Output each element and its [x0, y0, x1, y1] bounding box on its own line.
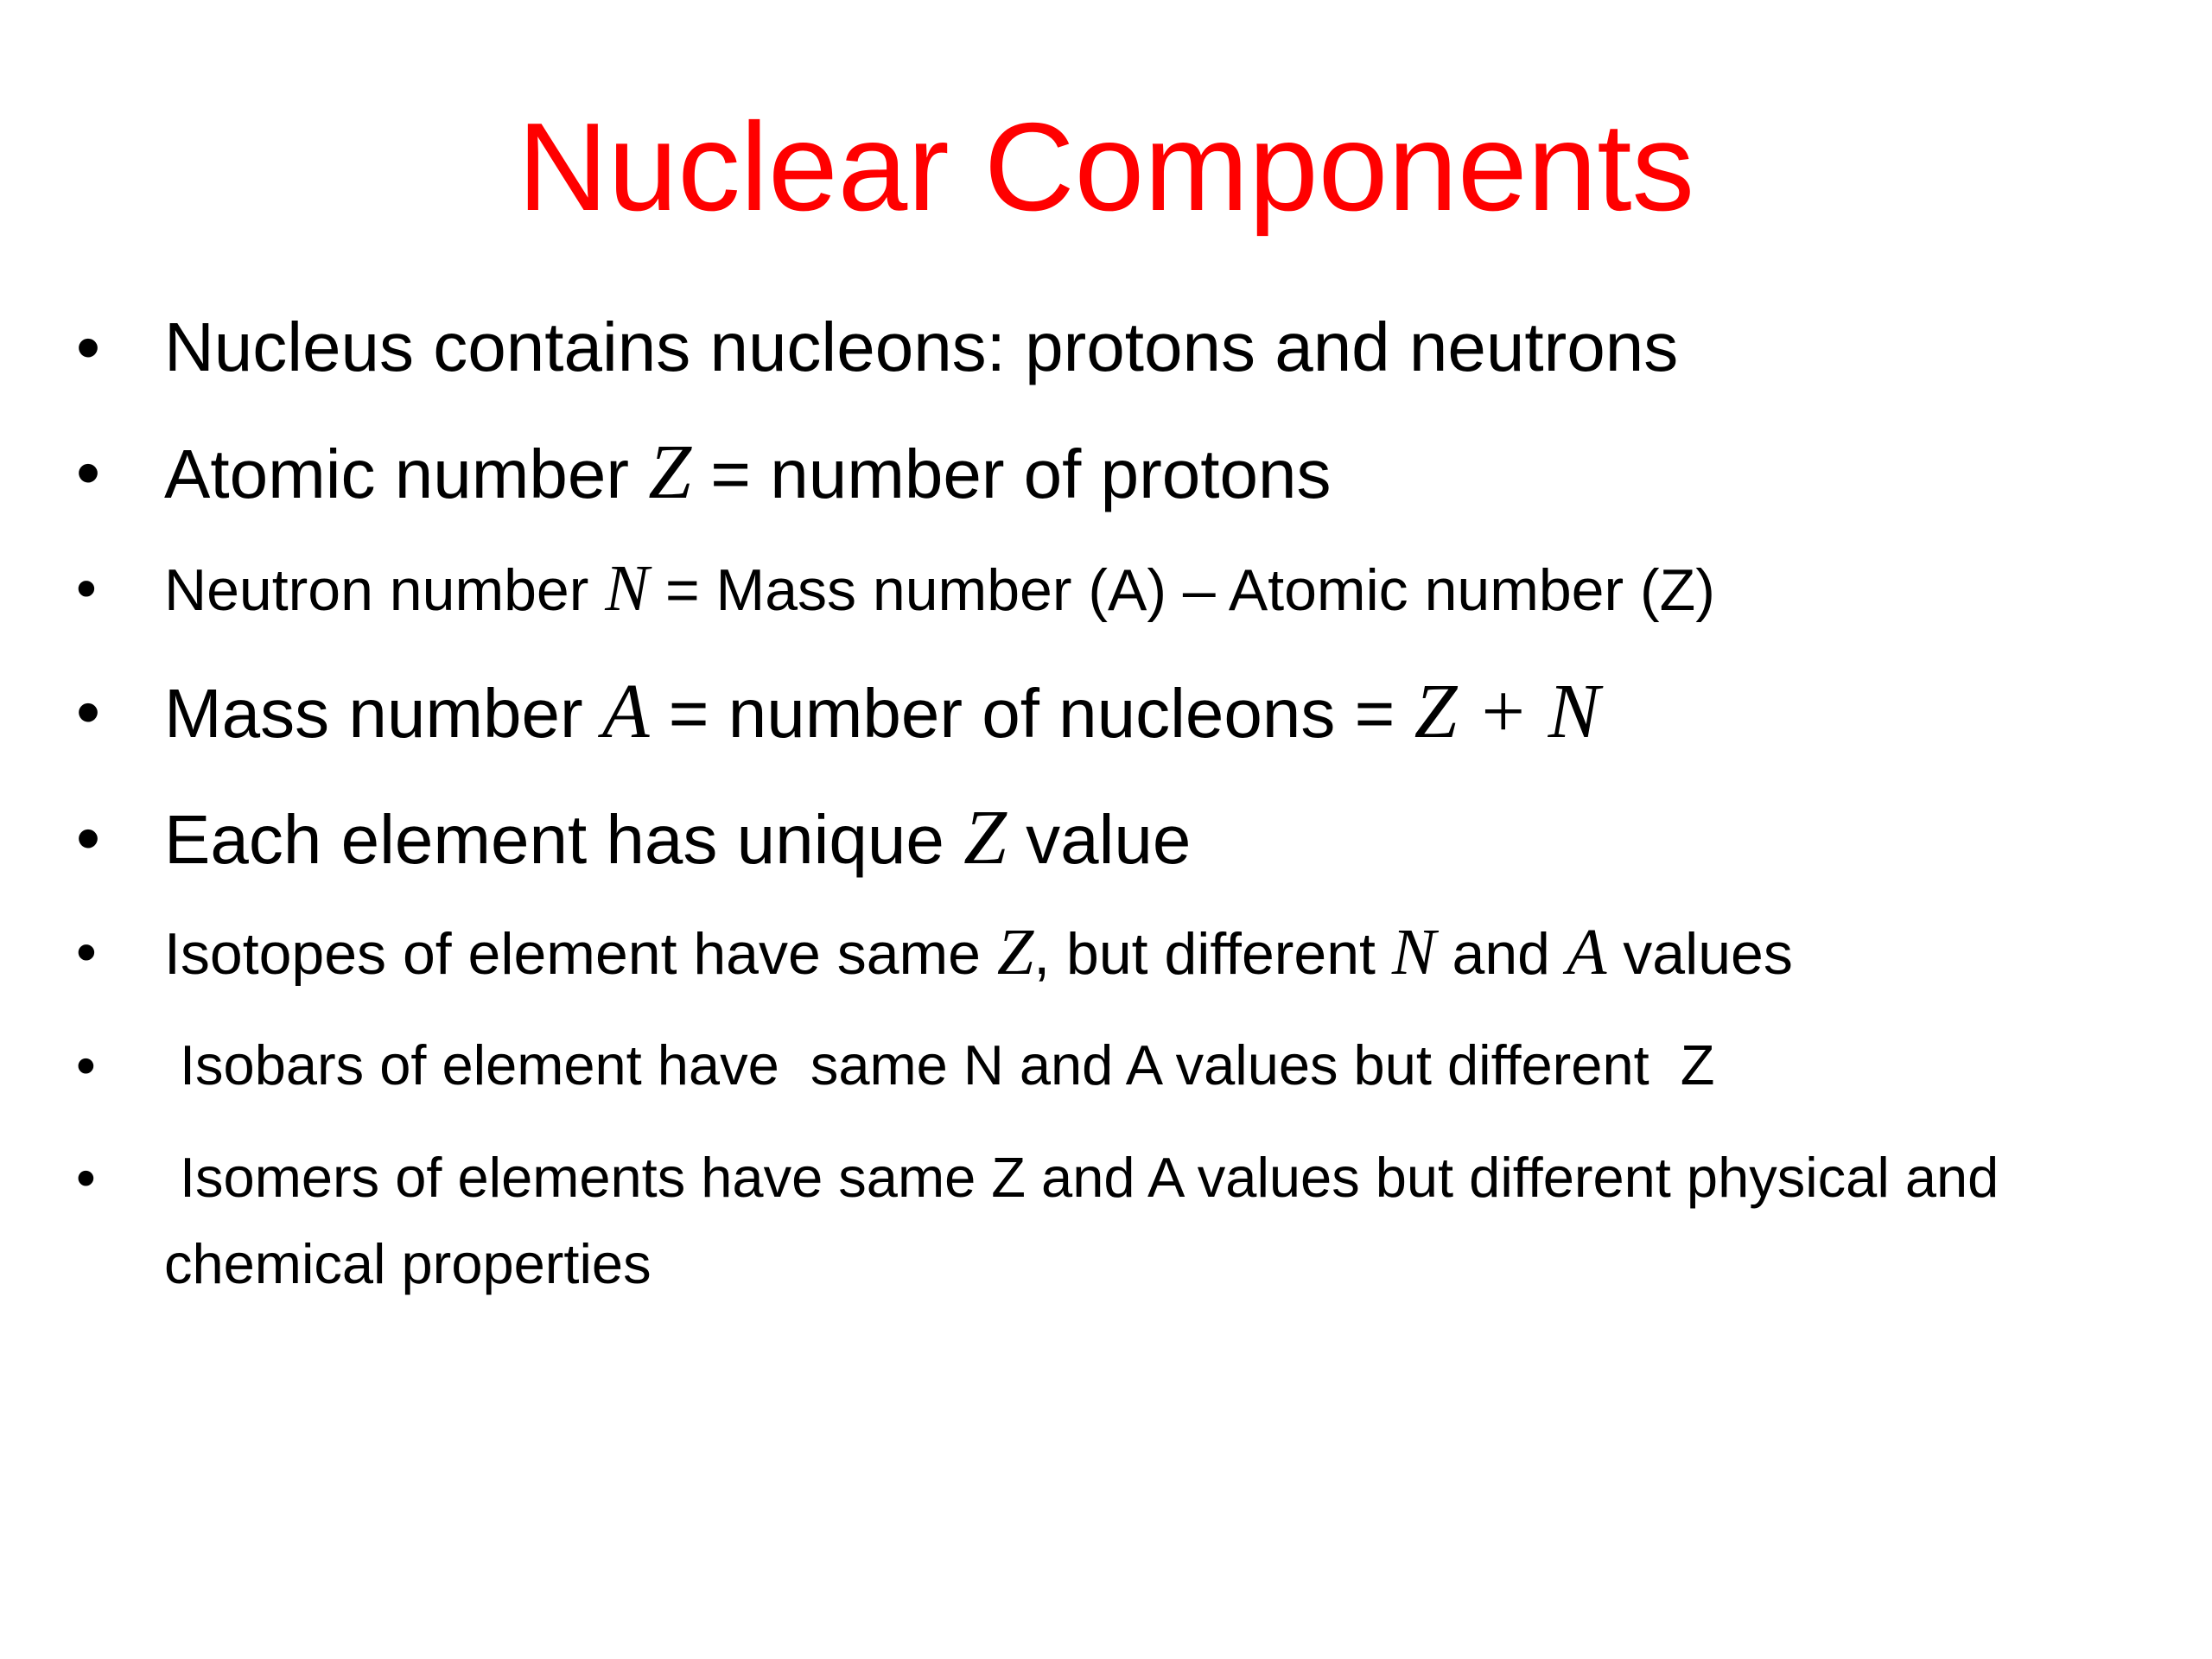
text-run: = Mass number (A) – Atomic number (Z): [649, 557, 1715, 623]
text-run: and: [1435, 921, 1567, 987]
bullet-dot: •: [76, 1033, 96, 1096]
bullet-text: [164, 795, 1191, 883]
bullet-text: [164, 1135, 2022, 1307]
bullet-dot: •: [76, 308, 101, 385]
text-run: Isotopes of element have same: [164, 921, 997, 987]
text-run: Mass number: [164, 675, 602, 752]
math-expression: Z + N: [1414, 669, 1600, 754]
math-variable: Z: [648, 429, 692, 515]
bullet-dot: •: [76, 673, 101, 750]
text-run: , but different: [1033, 921, 1392, 987]
bullet-dot: •: [76, 556, 97, 621]
bullet-text: [164, 550, 1715, 629]
bullet-dot: •: [76, 434, 101, 511]
math-variable: Z: [996, 916, 1034, 988]
math-variable: N: [605, 552, 650, 625]
text-run: Isobars of element have same N and A values but different Z: [180, 1033, 1715, 1096]
bullet-text: [164, 1022, 1715, 1109]
text-run: Each element has unique: [164, 801, 964, 878]
text-run: Neutron number: [164, 557, 606, 623]
math-variable: N: [1391, 916, 1436, 988]
text-run: = number of nucleons =: [649, 675, 1414, 752]
bullet-dot: •: [76, 1146, 96, 1209]
bullet-text: [164, 304, 1678, 391]
text-run: = number of protons: [691, 435, 1332, 512]
text-run: Isomers of elements have same Z and A values but different physical and chemical properties: [164, 1146, 1999, 1295]
bullet-dot: •: [76, 919, 97, 985]
slide-title: Nuclear Components: [517, 97, 1695, 237]
math-variable: A: [601, 669, 650, 754]
text-run: Nucleus contains nucleons: protons and neutrons: [164, 308, 1679, 385]
text-run: values: [1606, 921, 1793, 987]
bullet-text: [164, 429, 1331, 518]
bullet-text: [164, 669, 1599, 757]
text-run: Atomic number: [164, 435, 649, 512]
bullet-text: [164, 913, 1793, 993]
bullet-dot: •: [76, 799, 101, 876]
math-variable: Z: [963, 795, 1007, 880]
math-variable: A: [1566, 916, 1607, 988]
text-run: value: [1006, 801, 1192, 878]
